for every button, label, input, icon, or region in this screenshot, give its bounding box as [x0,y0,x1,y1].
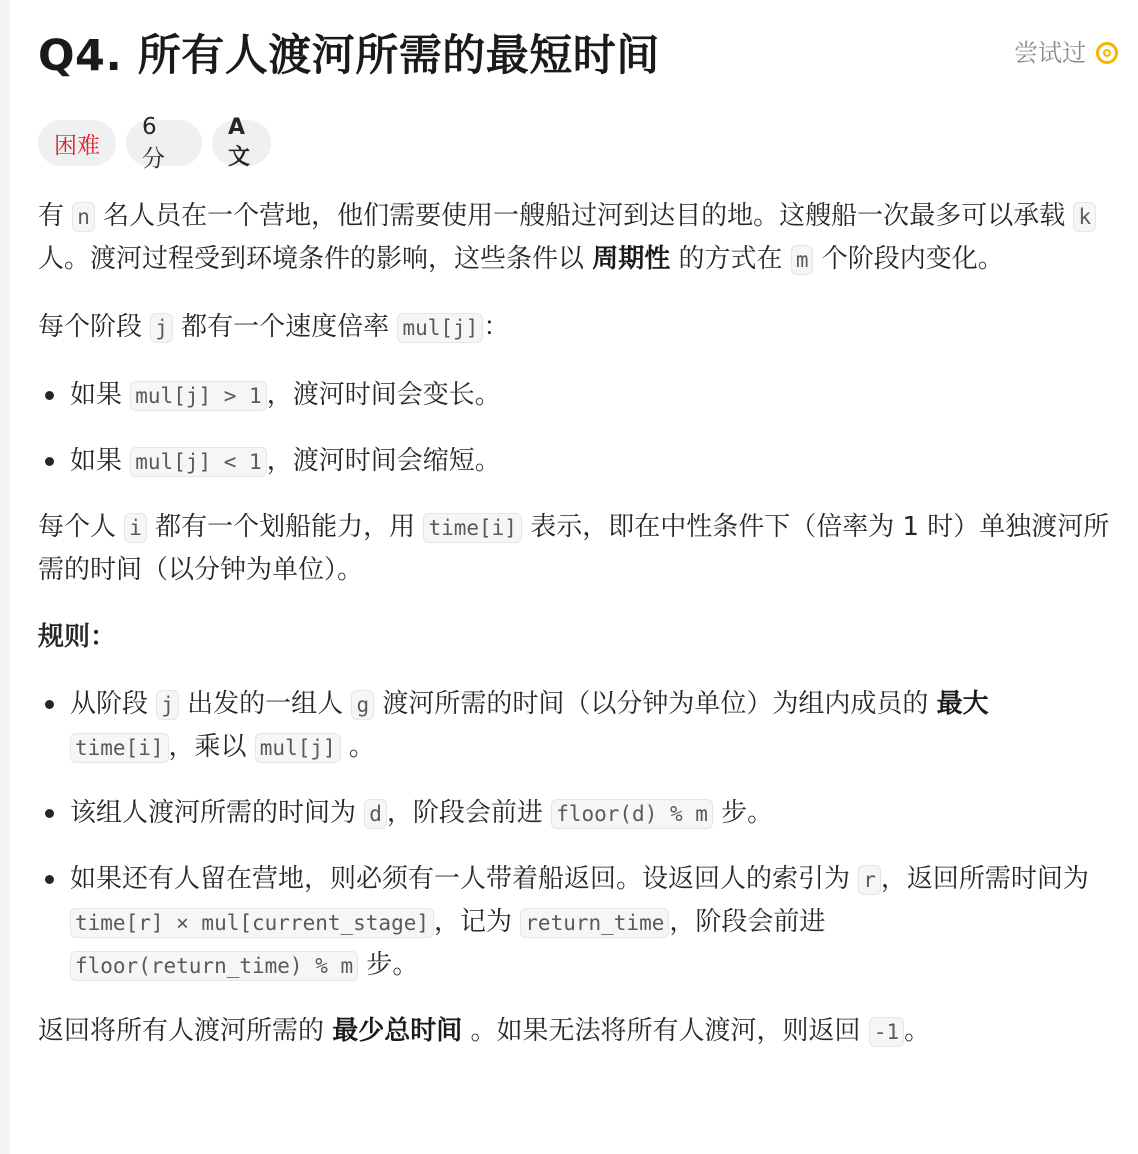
paragraph-stages [38,306,1118,349]
inline-code: return_time [520,908,669,938]
inline-code: j [156,690,179,720]
inline-code: n [72,202,95,232]
left-panel-edge [0,0,10,1154]
list-item [38,683,1118,769]
inline-code: floor(return_time) % m [70,951,358,981]
text: 有 [38,201,73,231]
inline-code: -1 [869,1017,904,1047]
text: 。 [340,732,375,762]
inline-code: time[i] [70,733,169,763]
rules-heading: 规则： [38,622,117,652]
list-item [38,374,1118,417]
text: 每个人 [38,512,125,542]
translate-button[interactable]: A文 [212,120,271,166]
inline-code: g [351,690,374,720]
text: 如果 [70,380,131,410]
inline-code: mul[j] < 1 [130,447,266,477]
inline-code: i [124,513,147,543]
text: ，阶段会前进 [669,907,826,937]
text: ，返回所需时间为 [880,864,1089,894]
inline-code: time[i] [423,513,522,543]
text: 的方式在 [670,244,791,274]
text: 都有一个速度倍率 [172,312,398,342]
text: ，渡河时间会缩短。 [266,446,501,476]
text: 步。 [712,798,774,828]
inline-code: r [858,865,881,895]
multiplier-list [38,374,1118,483]
text: 渡河所需的时间（以分钟为单位）为组内成员的 [374,689,937,719]
text: 表示，即在中性条件下（倍率为 1 时）单独渡河所需的时间（以分钟为单位）。 [38,512,1110,585]
difficulty-tag[interactable]: 困难 [38,120,116,166]
text: ，记为 [434,907,521,937]
text: ，阶段会前进 [386,798,552,828]
inline-code: j [150,313,173,343]
list-item [38,792,1118,835]
text: 返回将所有人渡河所需的 [38,1016,333,1046]
problem-content [38,195,1118,1078]
target-icon [1096,42,1118,64]
text: 如果 [70,446,131,476]
inline-code: time[r] × mul[current_stage] [70,908,434,938]
text: 名人员在一个营地，他们需要使用一艘船过河到达目的地。这艘船一次最多可以承载 [94,201,1074,231]
text: ，乘以 [168,732,255,762]
text: ，渡河时间会变长。 [266,380,501,410]
list-item [38,440,1118,483]
problem-title: Q4. 所有人渡河所需的最短时间 [38,31,660,81]
title-row [38,28,1118,88]
text: 。如果无法将所有人渡河，则返回 [462,1016,869,1046]
text: 从阶段 [70,689,157,719]
text: 都有一个划船能力，用 [146,512,424,542]
score-tag: 6 分 [126,120,202,166]
text: 每个阶段 [38,312,151,342]
rules-list [38,683,1118,987]
text: 如果还有人留在营地，则必须有一人带着船返回。设返回人的索引为 [70,864,859,894]
text: 出发的一组人 [178,689,352,719]
list-item [38,858,1118,987]
tried-status[interactable] [1014,38,1118,68]
inline-code: mul[j] > 1 [130,381,266,411]
inline-code: floor(d) % m [551,799,713,829]
bold-text: 周期性 [592,244,671,274]
paragraph-intro [38,195,1118,281]
inline-code: m [791,245,814,275]
text: 人。渡河过程受到环境条件的影响，这些条件以 [38,244,593,274]
inline-code: mul[j] [397,313,483,343]
tags-row [38,113,271,172]
text: 该组人渡河所需的时间为 [70,798,365,828]
inline-code: k [1073,202,1096,232]
text: 。 [904,1016,931,1046]
text: 步。 [358,950,419,980]
bold-text: 最大 [936,689,989,719]
tried-label: 尝试过 [1014,39,1086,67]
text: ： [483,312,510,342]
bold-text: 最少总时间 [332,1016,463,1046]
text: 个阶段内变化。 [813,244,1004,274]
paragraph-return [38,1010,1118,1053]
inline-code: mul[j] [255,733,341,763]
paragraph-person [38,506,1118,591]
inline-code: d [364,799,387,829]
